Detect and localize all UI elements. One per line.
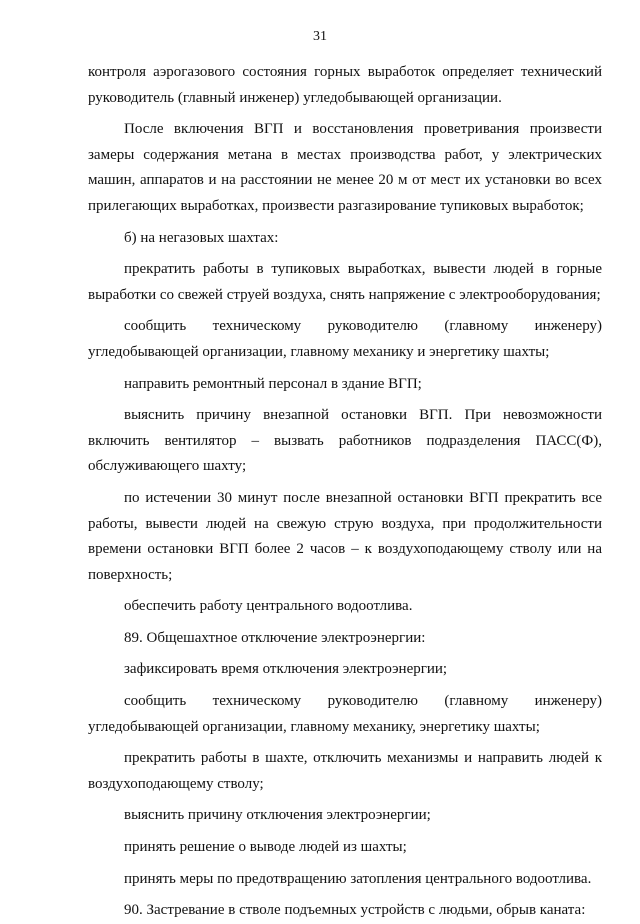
paragraph-stop-dead-end-work: прекратить работы в тупиковых выработках, вывести людей в горные выработки со свежей струей воздуха, снять напряжение с электрооборудования;: [88, 261, 602, 303]
paragraph-after-fan-restart: После включения ВГП и восстановления проветривания произвести замеры содержания метана в местах производства работ, у электрических машин, аппаратов и на расстоянии не менее 20 м от мест их установки во всех прилегающих выработках, произвести разгазирование тупиковых выработок;: [88, 121, 602, 214]
page-number: 31: [313, 29, 327, 44]
paragraph-after-30-minutes: по истечении 30 минут после внезапной остановки ВГП прекратить все работы, вывести людей на свежую струю воздуха, при продолжительности времени остановки ВГП более 2 часов – к воздухоподающему стволу или на поверхность;: [88, 489, 602, 583]
paragraph-record-outage-time: зафиксировать время отключения электроэнергии;: [124, 661, 448, 678]
paragraph-central-drainage: обеспечить работу центрального водоотлива.: [124, 598, 413, 615]
paragraph-find-stop-cause: выяснить причину внезапной остановки ВГП. При невозможности включить вентилятор – вызвать работников подразделения ПАСС(Ф), обслуживающего шахту;: [88, 407, 602, 475]
paragraph-stop-mine-work: прекратить работы в шахте, отключить механизмы и направить людей к воздухоподающему стволу;: [88, 750, 602, 792]
paragraph-notify-mechanic-energy: сообщить техническому руководителю (главному инженеру) угледобывающей организации, главному механику, энергетику шахты;: [88, 693, 602, 735]
paragraph-evacuation-decision: принять решение о выводе людей из шахты;: [124, 839, 407, 856]
paragraph-non-gassy-mines-heading: б) на негазовых шахтах:: [124, 229, 279, 246]
paragraph-send-repair-staff: направить ремонтный персонал в здание ВГП;: [124, 375, 422, 392]
body-text: [88, 60, 602, 924]
paragraph-section-90-heading: 90. Застревание в стволе подъемных устройств с людьми, обрыв каната:: [124, 902, 586, 919]
paragraph-find-outage-cause: выяснить причину отключения электроэнергии;: [124, 807, 431, 824]
paragraph-aerogas-control: контроля аэрогазового состояния горных выработок определяет технический руководитель (главный инженер) угледобывающей организации.: [88, 64, 602, 106]
paragraph-section-89-heading: 89. Общешахтное отключение электроэнергии:: [124, 629, 426, 646]
paragraph-notify-chief-engineer: сообщить техническому руководителю (главному инженеру) угледобывающей организации, главному механику и энергетику шахты;: [88, 318, 602, 360]
paragraph-prevent-flooding: принять меры по предотвращению затопления центрального водоотлива.: [124, 870, 592, 887]
